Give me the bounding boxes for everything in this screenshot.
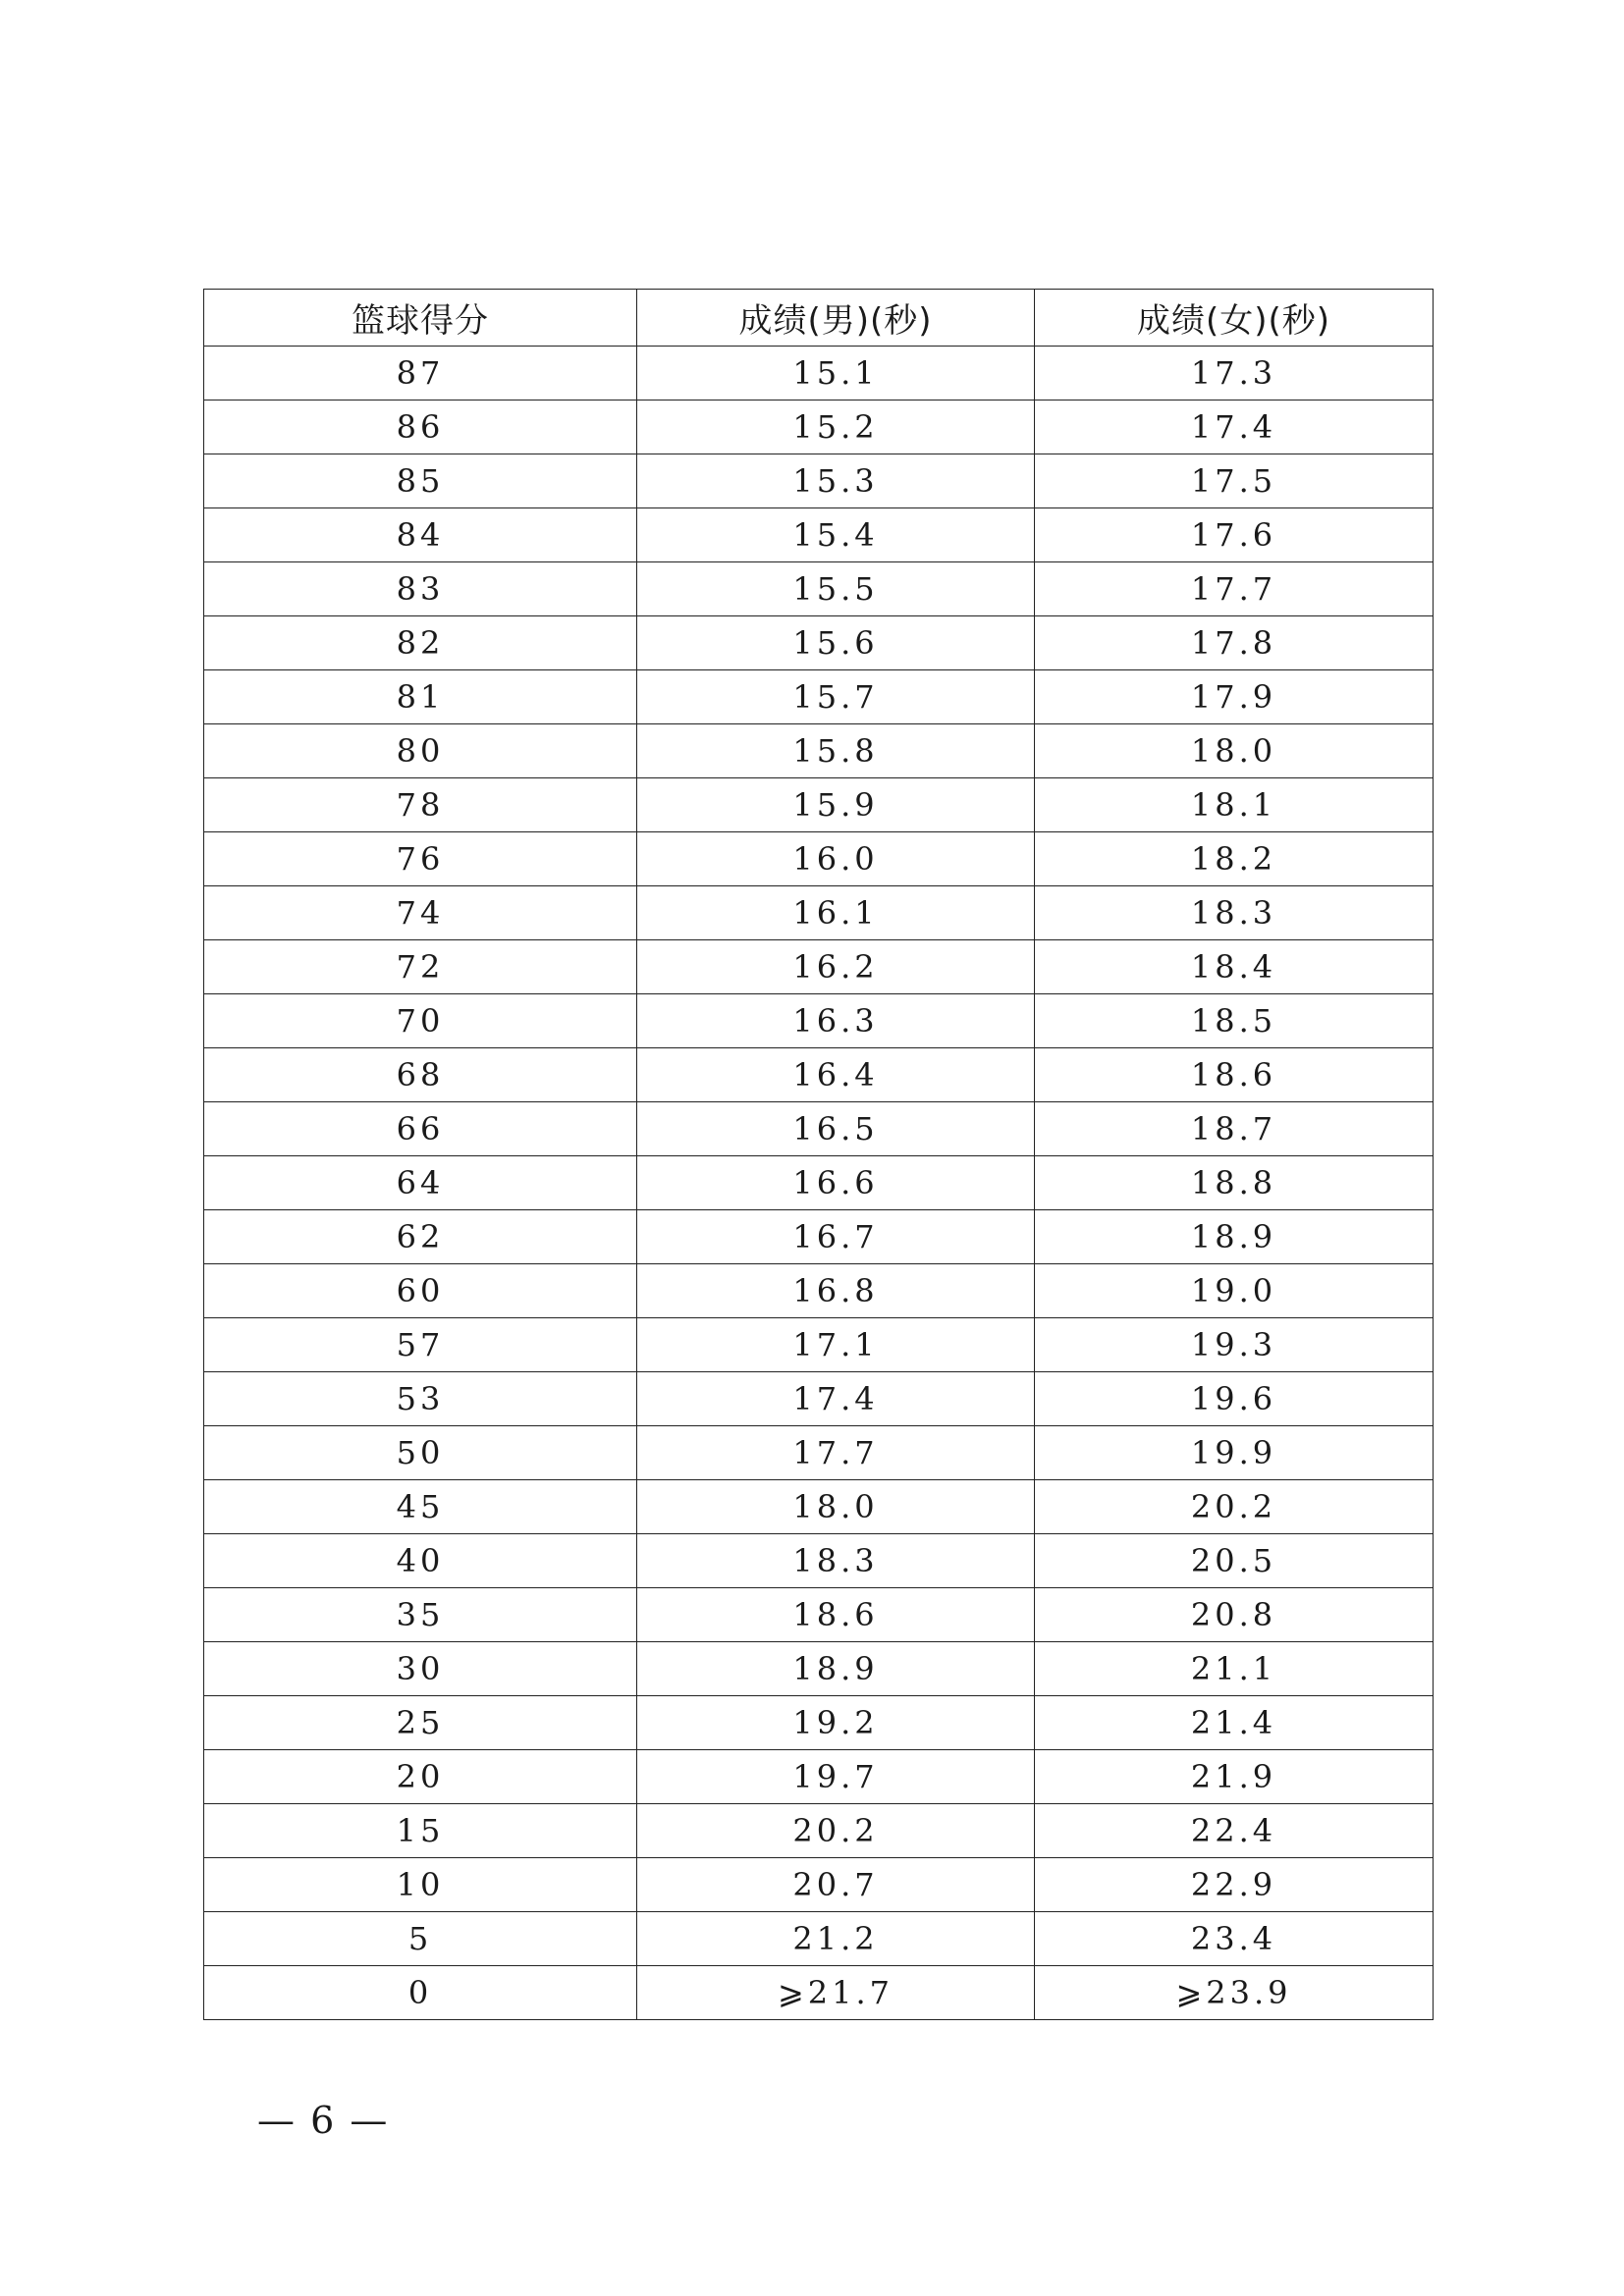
cell-male-time: 20.2 bbox=[637, 1804, 1035, 1858]
cell-female-time: 18.7 bbox=[1035, 1102, 1434, 1156]
cell-female-time: 17.9 bbox=[1035, 670, 1434, 724]
table-row bbox=[204, 454, 1434, 508]
cell-score: 70 bbox=[204, 994, 637, 1048]
cell-score: 74 bbox=[204, 886, 637, 940]
cell-female-time: 17.4 bbox=[1035, 400, 1434, 454]
cell-score: 20 bbox=[204, 1750, 637, 1804]
cell-female-time: 22.9 bbox=[1035, 1858, 1434, 1912]
table-row bbox=[204, 1318, 1434, 1372]
table-row bbox=[204, 1858, 1434, 1912]
cell-female-time: 22.4 bbox=[1035, 1804, 1434, 1858]
cell-male-time: 16.4 bbox=[637, 1048, 1035, 1102]
cell-female-time: 20.8 bbox=[1035, 1588, 1434, 1642]
table-row bbox=[204, 940, 1434, 994]
cell-male-time: 17.1 bbox=[637, 1318, 1035, 1372]
cell-female-time: 17.7 bbox=[1035, 562, 1434, 616]
cell-female-time: 21.9 bbox=[1035, 1750, 1434, 1804]
table-row bbox=[204, 1480, 1434, 1534]
table-header bbox=[204, 290, 1434, 347]
table-row bbox=[204, 670, 1434, 724]
cell-female-time: 18.0 bbox=[1035, 724, 1434, 778]
table-row bbox=[204, 1804, 1434, 1858]
cell-male-time: 16.2 bbox=[637, 940, 1035, 994]
cell-female-time: 18.6 bbox=[1035, 1048, 1434, 1102]
cell-male-time: 16.8 bbox=[637, 1264, 1035, 1318]
cell-score: 53 bbox=[204, 1372, 637, 1426]
cell-score: 50 bbox=[204, 1426, 637, 1480]
cell-score: 81 bbox=[204, 670, 637, 724]
cell-score: 30 bbox=[204, 1642, 637, 1696]
cell-score: 83 bbox=[204, 562, 637, 616]
cell-female-time: 21.4 bbox=[1035, 1696, 1434, 1750]
cell-female-time: 23.4 bbox=[1035, 1912, 1434, 1966]
cell-score: 10 bbox=[204, 1858, 637, 1912]
table-row bbox=[204, 1912, 1434, 1966]
table-row bbox=[204, 778, 1434, 832]
cell-score: 85 bbox=[204, 454, 637, 508]
table-row bbox=[204, 1534, 1434, 1588]
cell-female-time: 18.3 bbox=[1035, 886, 1434, 940]
header-result-male: 成绩(男)(秒) bbox=[637, 290, 1035, 347]
table-row bbox=[204, 832, 1434, 886]
table-row bbox=[204, 1102, 1434, 1156]
cell-score: 5 bbox=[204, 1912, 637, 1966]
cell-female-time: 21.1 bbox=[1035, 1642, 1434, 1696]
cell-male-time: 15.2 bbox=[637, 400, 1035, 454]
cell-female-time: 19.9 bbox=[1035, 1426, 1434, 1480]
table-row bbox=[204, 1588, 1434, 1642]
cell-male-time: 15.9 bbox=[637, 778, 1035, 832]
cell-female-time: 17.5 bbox=[1035, 454, 1434, 508]
cell-female-time: 18.1 bbox=[1035, 778, 1434, 832]
cell-male-time: 19.2 bbox=[637, 1696, 1035, 1750]
cell-score: 66 bbox=[204, 1102, 637, 1156]
cell-female-time: 17.3 bbox=[1035, 347, 1434, 400]
cell-score: 84 bbox=[204, 508, 637, 562]
cell-female-time: 20.5 bbox=[1035, 1534, 1434, 1588]
cell-female-time: 18.2 bbox=[1035, 832, 1434, 886]
table-row bbox=[204, 994, 1434, 1048]
table-row bbox=[204, 1048, 1434, 1102]
cell-score: 78 bbox=[204, 778, 637, 832]
table-row bbox=[204, 1966, 1434, 2020]
cell-score: 15 bbox=[204, 1804, 637, 1858]
page-number: — 6 — bbox=[257, 2099, 390, 2142]
table-row bbox=[204, 1426, 1434, 1480]
cell-score: 76 bbox=[204, 832, 637, 886]
cell-female-time: 19.0 bbox=[1035, 1264, 1434, 1318]
cell-male-time: 16.3 bbox=[637, 994, 1035, 1048]
cell-female-time: 17.6 bbox=[1035, 508, 1434, 562]
cell-female-time: 18.8 bbox=[1035, 1156, 1434, 1210]
table-row bbox=[204, 1750, 1434, 1804]
table-row bbox=[204, 1210, 1434, 1264]
cell-male-time: 15.3 bbox=[637, 454, 1035, 508]
table-row bbox=[204, 347, 1434, 400]
cell-male-time: 19.7 bbox=[637, 1750, 1035, 1804]
header-row bbox=[204, 290, 1434, 347]
cell-male-time: 17.7 bbox=[637, 1426, 1035, 1480]
table-row bbox=[204, 1642, 1434, 1696]
cell-male-time: 16.6 bbox=[637, 1156, 1035, 1210]
table-row bbox=[204, 616, 1434, 670]
table-row bbox=[204, 562, 1434, 616]
table-row bbox=[204, 886, 1434, 940]
cell-score: 35 bbox=[204, 1588, 637, 1642]
cell-male-time: 16.0 bbox=[637, 832, 1035, 886]
table-row bbox=[204, 1264, 1434, 1318]
cell-male-time: 15.8 bbox=[637, 724, 1035, 778]
header-result-female: 成绩(女)(秒) bbox=[1035, 290, 1434, 347]
table-row bbox=[204, 1156, 1434, 1210]
cell-score: 80 bbox=[204, 724, 637, 778]
cell-male-time: 16.1 bbox=[637, 886, 1035, 940]
cell-male-time: ⩾21.7 bbox=[637, 1966, 1035, 2020]
cell-score: 64 bbox=[204, 1156, 637, 1210]
cell-male-time: 15.1 bbox=[637, 347, 1035, 400]
cell-score: 86 bbox=[204, 400, 637, 454]
cell-score: 25 bbox=[204, 1696, 637, 1750]
cell-female-time: ⩾23.9 bbox=[1035, 1966, 1434, 2020]
cell-female-time: 18.4 bbox=[1035, 940, 1434, 994]
table-row bbox=[204, 508, 1434, 562]
cell-female-time: 20.2 bbox=[1035, 1480, 1434, 1534]
cell-male-time: 16.5 bbox=[637, 1102, 1035, 1156]
cell-male-time: 20.7 bbox=[637, 1858, 1035, 1912]
cell-male-time: 15.4 bbox=[637, 508, 1035, 562]
table-row bbox=[204, 400, 1434, 454]
score-table bbox=[203, 289, 1434, 2020]
header-basketball-score: 篮球得分 bbox=[204, 290, 637, 347]
cell-male-time: 18.6 bbox=[637, 1588, 1035, 1642]
cell-male-time: 21.2 bbox=[637, 1912, 1035, 1966]
cell-female-time: 18.9 bbox=[1035, 1210, 1434, 1264]
cell-score: 60 bbox=[204, 1264, 637, 1318]
cell-score: 40 bbox=[204, 1534, 637, 1588]
table-row bbox=[204, 1696, 1434, 1750]
cell-female-time: 17.8 bbox=[1035, 616, 1434, 670]
cell-male-time: 18.0 bbox=[637, 1480, 1035, 1534]
cell-score: 62 bbox=[204, 1210, 637, 1264]
cell-score: 45 bbox=[204, 1480, 637, 1534]
cell-female-time: 19.3 bbox=[1035, 1318, 1434, 1372]
cell-score: 87 bbox=[204, 347, 637, 400]
cell-score: 68 bbox=[204, 1048, 637, 1102]
table-body bbox=[204, 347, 1434, 2020]
cell-male-time: 18.3 bbox=[637, 1534, 1035, 1588]
cell-score: 82 bbox=[204, 616, 637, 670]
cell-male-time: 16.7 bbox=[637, 1210, 1035, 1264]
cell-score: 72 bbox=[204, 940, 637, 994]
table-row bbox=[204, 724, 1434, 778]
table-row bbox=[204, 1372, 1434, 1426]
cell-male-time: 15.6 bbox=[637, 616, 1035, 670]
cell-male-time: 15.5 bbox=[637, 562, 1035, 616]
cell-female-time: 19.6 bbox=[1035, 1372, 1434, 1426]
cell-score: 57 bbox=[204, 1318, 637, 1372]
cell-male-time: 15.7 bbox=[637, 670, 1035, 724]
cell-female-time: 18.5 bbox=[1035, 994, 1434, 1048]
cell-male-time: 17.4 bbox=[637, 1372, 1035, 1426]
cell-score: 0 bbox=[204, 1966, 637, 2020]
cell-male-time: 18.9 bbox=[637, 1642, 1035, 1696]
